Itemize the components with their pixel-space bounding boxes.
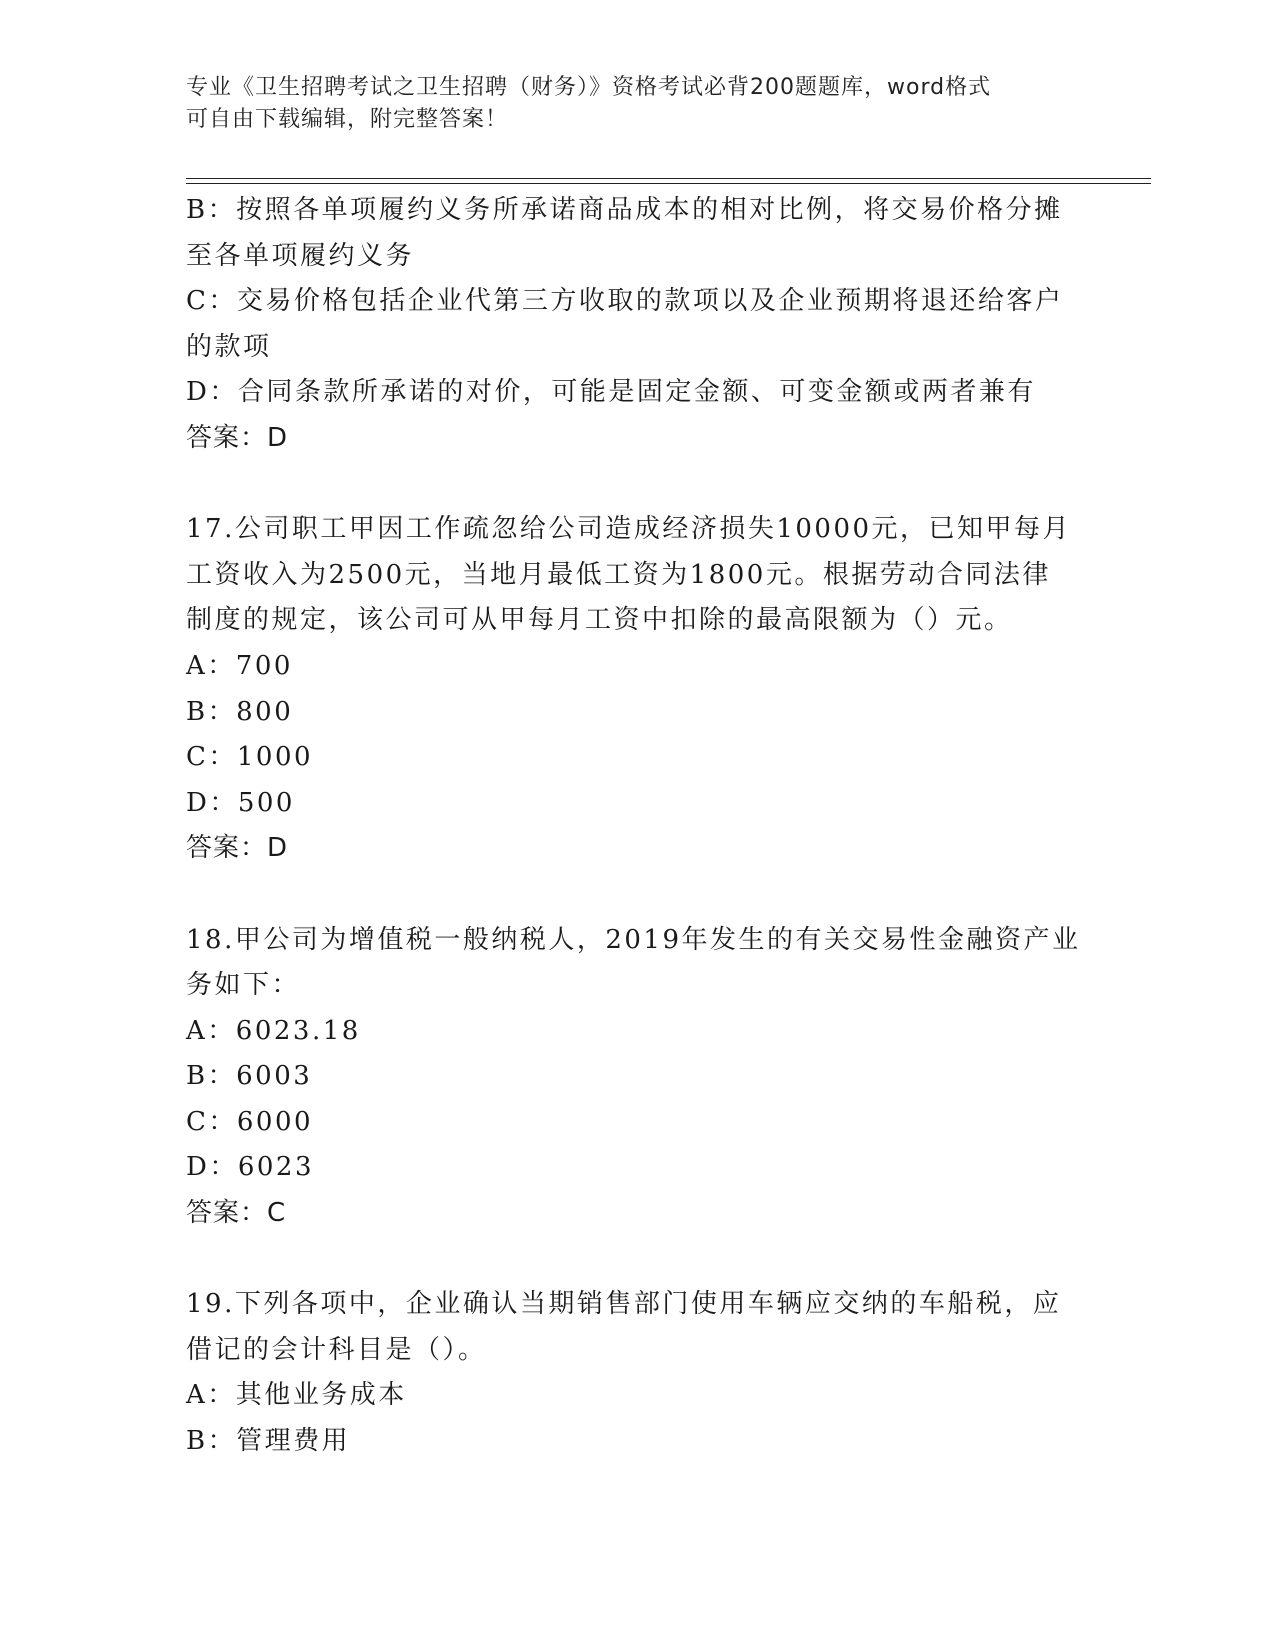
option-d-line-1: D：合同条款所承诺的对价，可能是固定金额、可变金额或两者兼有 [186, 377, 1036, 408]
question-stem-line: 工资收入为2500元，当地月最低工资为1800元。根据劳动合同法律 [186, 559, 1051, 590]
question-stem-line: 18.甲公司为增值税一般纳税人，2019年发生的有关交易性金融资产业 [186, 924, 1081, 955]
document-header [186, 72, 1066, 136]
option-d: D：6023 [186, 1152, 315, 1183]
option-c-line-2: 的款项 [186, 331, 272, 362]
option-a: A：其他业务成本 [186, 1380, 407, 1411]
header-line-1: 专业《卫生招聘考试之卫生招聘（财务）》资格考试必背200题题库，word格式 [186, 75, 992, 100]
spacer [186, 462, 1086, 508]
option-b: B：800 [186, 696, 294, 727]
spacer [186, 1237, 1086, 1283]
answer-label: 答案：D [186, 833, 289, 864]
document-body [186, 188, 1086, 1465]
header-divider-top [186, 178, 1151, 179]
answer-label: 答案：D [186, 422, 289, 453]
option-c: C：6000 [186, 1106, 314, 1137]
spacer [186, 872, 1086, 918]
header-line-2: 可自由下载编辑，附完整答案！ [186, 107, 509, 132]
question-stem-line: 19.下列各项中，企业确认当期销售部门使用车辆应交纳的车船税，应 [186, 1289, 1062, 1320]
option-b-line-1: B：按照各单项履约义务所承诺商品成本的相对比例，将交易价格分摊 [186, 195, 1063, 225]
question-18 [186, 918, 1086, 1237]
question-stem-line: 制度的规定，该公司可从甲每月工资中扣除的最高限额为（）元。 [186, 605, 1013, 636]
question-17 [186, 507, 1086, 872]
option-c: C：1000 [186, 742, 314, 773]
option-a: A：6023.18 [186, 1015, 361, 1046]
option-a: A：700 [186, 650, 293, 681]
question-stem-line: 借记的会计科目是（）。 [186, 1334, 487, 1365]
option-b-line-2: 至各单项履约义务 [186, 240, 415, 271]
answer-label: 答案：C [186, 1198, 287, 1229]
option-d: D：500 [186, 787, 295, 818]
option-c-line-1: C：交易价格包括企业代第三方收取的款项以及企业预期将退还给客户 [186, 286, 1064, 317]
question-19 [186, 1282, 1086, 1464]
header-divider-bottom [186, 183, 1151, 184]
question-stem-line: 务如下： [186, 970, 301, 1001]
option-b: B：6003 [186, 1061, 313, 1092]
prev-question [186, 188, 1086, 462]
option-b: B：管理费用 [186, 1426, 351, 1457]
question-stem-line: 17.公司职工甲因工作疏忽给公司造成经济损失10000元，已知甲每月 [186, 514, 1072, 545]
